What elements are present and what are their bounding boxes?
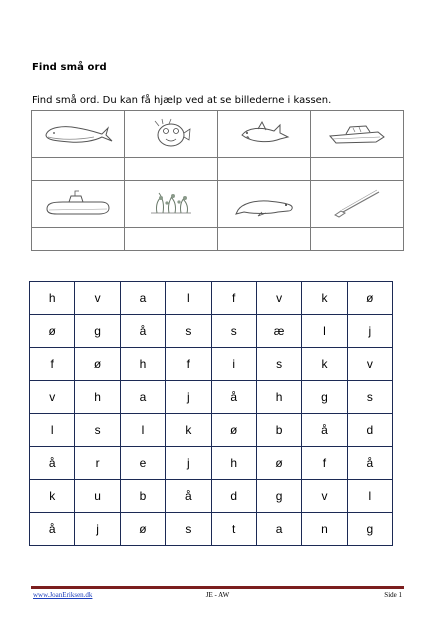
letter-cell[interactable]: d bbox=[347, 414, 392, 447]
letter-cell[interactable]: v bbox=[30, 381, 75, 414]
picture-box bbox=[31, 110, 404, 251]
letter-cell[interactable]: ø bbox=[120, 513, 165, 546]
letter-cell[interactable]: l bbox=[347, 480, 392, 513]
answer-cell[interactable] bbox=[32, 227, 125, 250]
letter-cell[interactable]: f bbox=[166, 348, 211, 381]
letter-cell[interactable]: e bbox=[120, 447, 165, 480]
letter-cell[interactable]: ø bbox=[75, 348, 120, 381]
answer-cell[interactable] bbox=[218, 227, 311, 250]
letter-cell[interactable]: b bbox=[256, 414, 301, 447]
picture-cell bbox=[311, 111, 404, 158]
letter-cell[interactable]: å bbox=[302, 414, 347, 447]
letter-cell[interactable]: g bbox=[302, 381, 347, 414]
fish-icon bbox=[149, 118, 193, 150]
website-link[interactable]: www.JoanEriksen.dk bbox=[33, 591, 93, 599]
answer-cell[interactable] bbox=[125, 227, 218, 250]
letter-cell[interactable]: d bbox=[211, 480, 256, 513]
letter-cell[interactable]: k bbox=[302, 282, 347, 315]
seaweed-icon bbox=[141, 189, 201, 219]
letter-cell[interactable]: t bbox=[211, 513, 256, 546]
answer-cell[interactable] bbox=[32, 157, 125, 180]
letter-cell[interactable]: f bbox=[302, 447, 347, 480]
letter-cell[interactable]: l bbox=[30, 414, 75, 447]
letter-cell[interactable]: g bbox=[347, 513, 392, 546]
letter-cell[interactable]: s bbox=[166, 315, 211, 348]
letter-cell[interactable]: ø bbox=[347, 282, 392, 315]
letter-cell[interactable]: å bbox=[30, 447, 75, 480]
letter-cell[interactable]: l bbox=[166, 282, 211, 315]
grid-row bbox=[30, 513, 393, 546]
page-number: Side 1 bbox=[384, 591, 402, 599]
letter-cell[interactable]: å bbox=[120, 315, 165, 348]
picture-cell bbox=[32, 180, 125, 227]
letter-cell[interactable]: v bbox=[256, 282, 301, 315]
answer-cell[interactable] bbox=[311, 157, 404, 180]
seal-icon bbox=[232, 190, 296, 218]
grid-row bbox=[30, 480, 393, 513]
letter-cell[interactable]: å bbox=[211, 381, 256, 414]
answer-cell[interactable] bbox=[311, 227, 404, 250]
letter-cell[interactable]: s bbox=[166, 513, 211, 546]
letter-cell[interactable]: b bbox=[120, 480, 165, 513]
shark-icon bbox=[236, 119, 292, 149]
letter-cell[interactable]: l bbox=[120, 414, 165, 447]
grid-row bbox=[30, 447, 393, 480]
picture-cell bbox=[218, 180, 311, 227]
submarine-icon bbox=[43, 189, 113, 219]
letter-cell[interactable]: å bbox=[30, 513, 75, 546]
letter-cell[interactable]: h bbox=[120, 348, 165, 381]
letter-cell[interactable]: h bbox=[211, 447, 256, 480]
letter-cell[interactable]: r bbox=[75, 447, 120, 480]
letter-cell[interactable]: k bbox=[302, 348, 347, 381]
letter-cell[interactable]: v bbox=[302, 480, 347, 513]
answer-cell[interactable] bbox=[125, 157, 218, 180]
grid-row bbox=[30, 381, 393, 414]
picture-cell bbox=[218, 111, 311, 158]
letter-cell[interactable]: h bbox=[30, 282, 75, 315]
grid-row bbox=[30, 282, 393, 315]
letter-cell[interactable]: u bbox=[75, 480, 120, 513]
letter-cell[interactable]: f bbox=[30, 348, 75, 381]
footer-author: JE - AW bbox=[205, 591, 230, 599]
letter-cell[interactable]: s bbox=[75, 414, 120, 447]
boat-icon bbox=[326, 120, 388, 148]
letter-cell[interactable]: h bbox=[256, 381, 301, 414]
letter-cell[interactable]: g bbox=[256, 480, 301, 513]
grid-row bbox=[30, 348, 393, 381]
letter-cell[interactable]: h bbox=[75, 381, 120, 414]
letter-cell[interactable]: a bbox=[120, 282, 165, 315]
picture-cell bbox=[32, 111, 125, 158]
letter-cell[interactable]: ø bbox=[30, 315, 75, 348]
letter-cell[interactable]: k bbox=[30, 480, 75, 513]
letter-cell[interactable]: s bbox=[347, 381, 392, 414]
letter-grid bbox=[29, 281, 393, 546]
letter-cell[interactable]: s bbox=[211, 315, 256, 348]
letter-cell[interactable]: j bbox=[166, 447, 211, 480]
picture-cell bbox=[125, 180, 218, 227]
letter-cell[interactable]: ø bbox=[256, 447, 301, 480]
letter-cell[interactable]: å bbox=[166, 480, 211, 513]
grid-row bbox=[30, 315, 393, 348]
oar-icon bbox=[327, 189, 387, 219]
page-heading: Find små ord bbox=[32, 62, 107, 73]
picture-cell bbox=[311, 180, 404, 227]
whale-icon bbox=[42, 121, 114, 147]
letter-cell[interactable]: j bbox=[75, 513, 120, 546]
letter-cell[interactable]: i bbox=[211, 348, 256, 381]
letter-cell[interactable]: s bbox=[256, 348, 301, 381]
letter-cell[interactable]: n bbox=[302, 513, 347, 546]
grid-row bbox=[30, 414, 393, 447]
letter-cell[interactable]: v bbox=[347, 348, 392, 381]
answer-cell[interactable] bbox=[218, 157, 311, 180]
letter-cell[interactable]: a bbox=[256, 513, 301, 546]
letter-cell[interactable]: a bbox=[120, 381, 165, 414]
letter-cell[interactable]: v bbox=[75, 282, 120, 315]
picture-cell bbox=[125, 111, 218, 158]
instructions-text: Find små ord. Du kan få hjælp ved at se billederne i kassen. bbox=[32, 95, 332, 106]
letter-cell[interactable]: k bbox=[166, 414, 211, 447]
letter-cell[interactable]: f bbox=[211, 282, 256, 315]
letter-cell[interactable]: j bbox=[347, 315, 392, 348]
footer-divider bbox=[31, 586, 404, 589]
letter-cell[interactable]: g bbox=[75, 315, 120, 348]
letter-cell[interactable]: æ bbox=[256, 315, 301, 348]
letter-cell[interactable]: j bbox=[166, 381, 211, 414]
letter-cell[interactable]: å bbox=[347, 447, 392, 480]
letter-cell[interactable]: l bbox=[302, 315, 347, 348]
letter-cell[interactable]: ø bbox=[211, 414, 256, 447]
